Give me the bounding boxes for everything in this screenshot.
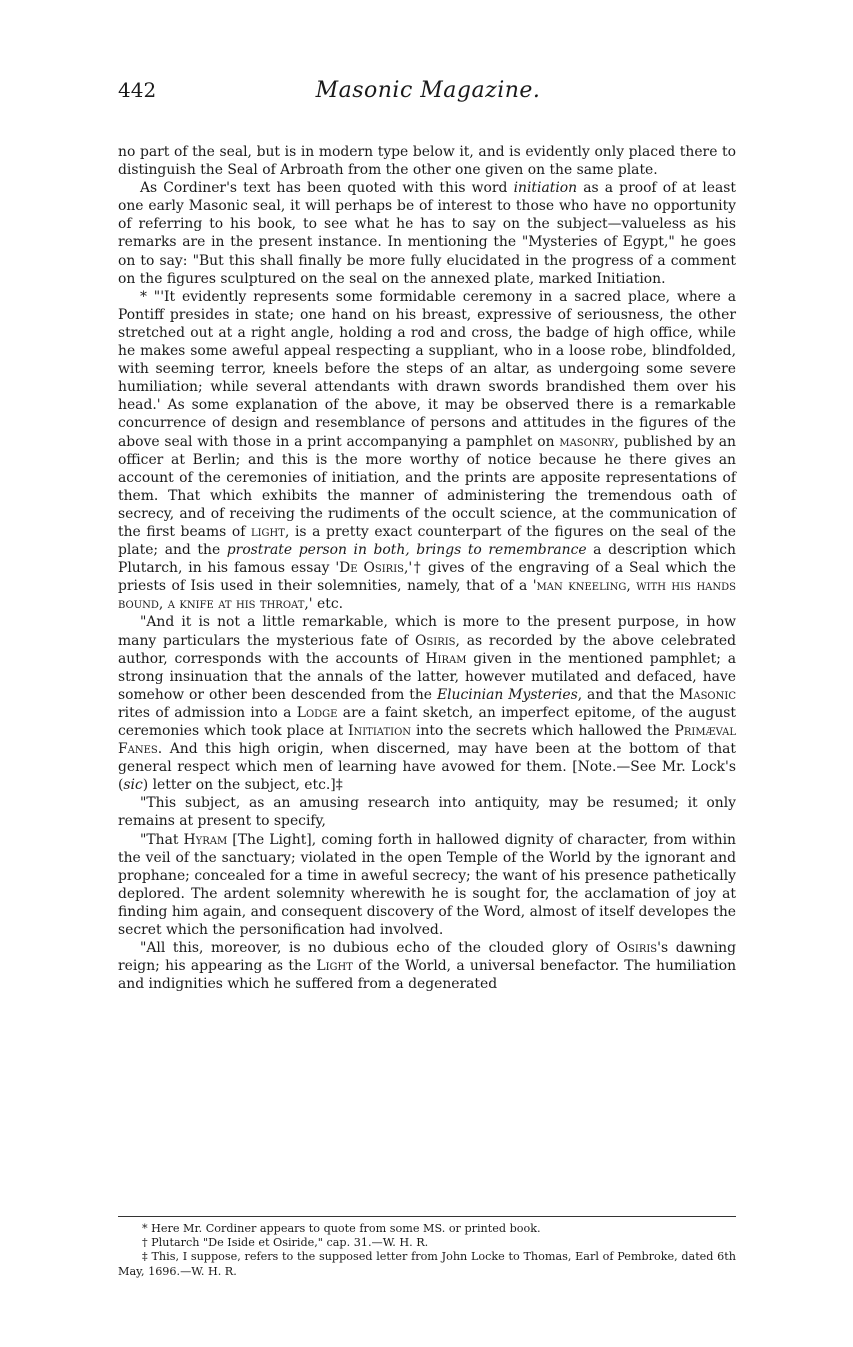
- text-run: of the World, a universal benefactor. The humiliation and indignities which he suffered from a degenerated: [118, 958, 737, 993]
- running-title: Masonic Magazine.: [315, 78, 541, 103]
- body-paragraph: [118, 288, 736, 614]
- page-header: [118, 78, 738, 118]
- text-run: , and that the: [577, 686, 680, 703]
- small-caps-text: Lodge: [296, 704, 338, 721]
- text-run: , is a pretty exact counterpart of the figures on the seal of the plate; and the: [118, 523, 736, 559]
- small-caps-text: Initiation: [347, 723, 412, 739]
- footnote: * Here Mr. Cordiner appears to quote from some MS. or printed book.: [142, 1222, 541, 1235]
- text-run: as a proof of at least one early Masonic seal, it will perhaps be of interest to those who have no opportunity of referring to his book, to see what he has to say on the subject—valueless as his remarks are in the present instance. In mentioning the "Mysteries of Egypt," he goes on to say: "But this shall finally be more fully elucidated in the progress of a comment on the figures sculptured on the seal on the annexed plate, marked Initiation.: [118, 180, 736, 287]
- body-paragraph: [118, 794, 736, 830]
- body-paragraph: [118, 613, 736, 794]
- small-caps-text: light: [250, 523, 285, 540]
- small-caps-text: De Osiris: [339, 560, 405, 577]
- italic-text: sic: [123, 777, 143, 794]
- small-caps-text: Hyram: [183, 831, 228, 848]
- small-caps-text: Masonic: [679, 686, 736, 703]
- italic-text: prostrate person in both, brings to remembrance: [226, 542, 587, 559]
- body-paragraph: [118, 179, 736, 288]
- text-run: "And it is not a little remarkable, which is more to the present purpose, in how many particulars the mysterious fate of: [118, 614, 736, 649]
- text-run: , published by an officer at Berlin; and this is the more worthy of notice because he there gives an account of the ceremonies of initiation, and the prints are apposite representations of them. That which exhibits the manner of administering the tremendous oath of secrecy, and of receiving the rudiments of the occult science, at the communication of the first beams of: [118, 433, 736, 540]
- text-run: ,' etc.: [304, 596, 344, 613]
- text-run: ) letter on the subject, etc.]‡: [142, 777, 343, 794]
- text-run: * "'It evidently represents some formidable ceremony in a sacred place, where a Pontiff presides in state; one hand on his breast, expressive of seriousness, the other stretched out at a right angle, holding a rod and cross, the badge of high office, while he makes some aweful appeal respecting a suppliant, who in a loose robe, blindfolded, with seeming terror, kneels before the steps of an altar, as undergoing some severe humiliation; while several attendants with drawn swords brandished them over his head.' As some explanation of the above, it may be observed there is a remarkable concurrence of design and resemblance of persons and attitudes in the figures of the above seal with those in a print accompanying a pamphlet on: [118, 288, 736, 450]
- text-run: given in the mentioned pamphlet; a strong insinuation that the annals of the latter, however mutilated and defaced, have somehow or other been descended from the: [118, 650, 736, 703]
- text-run: , as recorded by the above celebrated author, corresponds with the accounts of: [118, 632, 737, 667]
- page-number: 442: [118, 78, 157, 102]
- text-run: are a faint sketch, an imperfect epitome, of the august ceremonies which took place at: [118, 704, 736, 739]
- body-paragraph: [118, 143, 736, 179]
- text-run: "All this, moreover, is no dubious echo of the clouded glory of: [140, 940, 617, 957]
- text-run: [The Light], coming forth in hallowed dignity of character, from within the veil of the sanctuary; violated in the open Temple of the World by the ignorant and prophane; concealed for a time in aweful secrecy; the want of his presence pathetically deplored. The ardent solemnity wherewith he is sought for, the acclamation of joy at finding him again, and consequent discovery of the Word, almost of itself developes the secret which the personification had involved.: [118, 831, 736, 939]
- small-caps-text: Primæval Fanes: [118, 723, 736, 758]
- italic-text: Elucinian Mysteries: [436, 686, 578, 703]
- footnotes: [118, 1222, 736, 1279]
- small-caps-text: man kneeling, with his hands bound, a knife at his throat: [118, 578, 736, 613]
- small-caps-text: Osiris: [415, 632, 456, 649]
- text-run: ,'† gives of the engraving of a Seal which the priests of Isis used in their solemnities, namely, that of a ': [118, 560, 736, 595]
- footnote: ‡ This, I suppose, refers to the supposed letter from John Locke to Thomas, Earl of Pembroke, dated 6th May, 1696.—W. H. R.: [118, 1250, 736, 1278]
- footnote-divider: [118, 1216, 736, 1217]
- text-run: rites of admission into a: [118, 704, 297, 721]
- small-caps-text: masonry: [559, 433, 615, 450]
- body-paragraph: [118, 939, 736, 993]
- footnote: † Plutarch "De Iside et Osiride," cap. 31.—W. H. R.: [142, 1236, 429, 1250]
- text-run: a description which Plutarch, in his famous essay ': [118, 542, 736, 577]
- article-body: [118, 143, 736, 993]
- italic-text: initiation: [513, 180, 578, 197]
- text-run: into the secrets which hallowed the: [411, 723, 675, 739]
- text-run: "This subject, as an amusing research into antiquity, may be resumed; it only remains at present to specify,: [118, 795, 736, 830]
- text-run: no part of the seal, but is in modern type below it, and is evidently only placed there to distinguish the Seal of Arbroath from the other one given on the same plate.: [118, 144, 736, 179]
- small-caps-text: Hiram: [425, 650, 467, 667]
- small-caps-text: Osiris: [616, 940, 658, 957]
- text-run: 's dawning reign; his appearing as the: [118, 940, 737, 975]
- text-run: As Cordiner's text has been quoted with this word: [140, 180, 514, 197]
- text-run: . And this high origin, when discerned, may have been at the bottom of that general respect which men of learning have avowed for them. [Note.—See Mr. Lock's (: [118, 741, 736, 794]
- text-run: "That: [140, 831, 184, 848]
- small-caps-text: Light: [316, 958, 353, 975]
- body-paragraph: [118, 831, 736, 940]
